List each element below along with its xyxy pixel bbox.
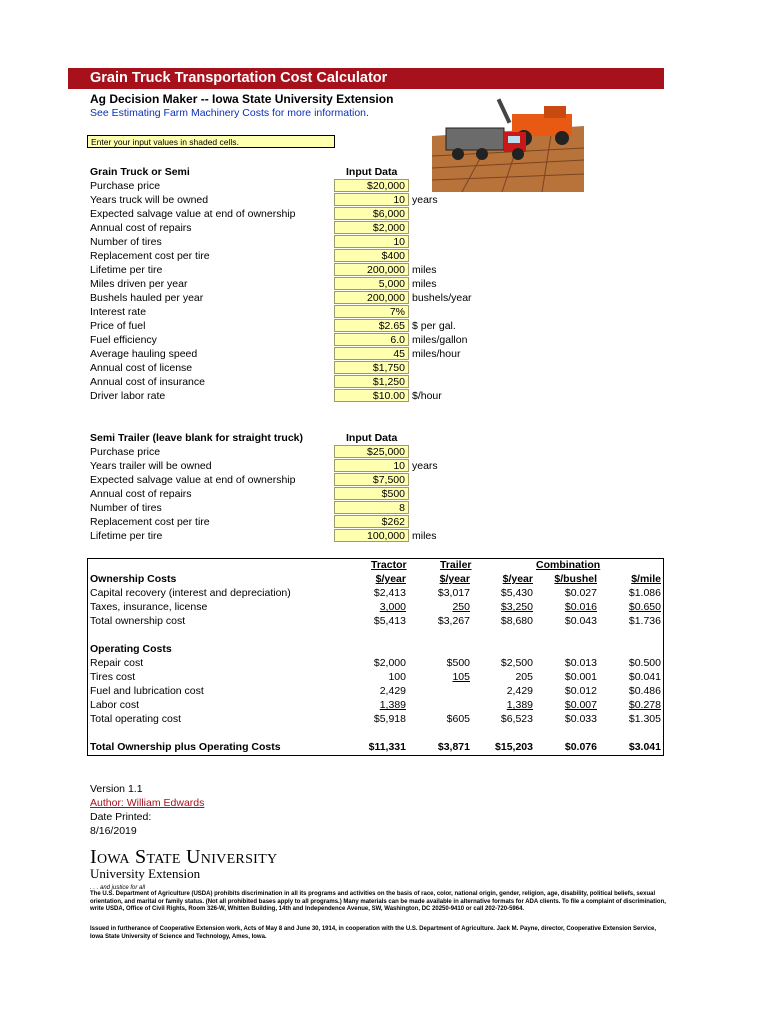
result-cell-year: 2,429 [506, 685, 533, 697]
truck-input-cell[interactable]: 45 [334, 347, 409, 360]
truck-label: Miles driven per year [90, 278, 188, 290]
date-printed-value: 8/16/2019 [90, 825, 137, 837]
truck-input-cell[interactable]: $6,000 [334, 207, 409, 220]
truck-label: Annual cost of insurance [90, 376, 205, 388]
trailer-label: Number of tires [90, 502, 162, 514]
input-instructions: Enter your input values in shaded cells. [87, 135, 335, 148]
trailer-input-cell[interactable]: 10 [334, 459, 409, 472]
result-cell-bushel: $0.027 [564, 587, 597, 599]
truck-label: Average hauling speed [90, 348, 198, 360]
truck-label: Purchase price [90, 180, 161, 192]
truck-label: Replacement cost per tire [90, 250, 210, 262]
truck-unit: miles [412, 264, 437, 276]
truck-input-cell[interactable]: 200,000 [334, 291, 409, 304]
truck-input-cell[interactable]: $1,250 [334, 375, 409, 388]
truck-unit: years [412, 194, 438, 206]
title-bar [68, 68, 664, 89]
result-cell-bushel: $0.043 [564, 615, 597, 627]
trailer-label: Purchase price [90, 446, 161, 458]
result-cell-trailer: $500 [446, 657, 470, 669]
extension-notice: Issued in furtherance of Cooperative Extension work, Acts of May 8 and June 30, 1914, in cooperation with the U.S. Department of Agriculture. Jack M. Payne, director, Cooperative Extension Service, Iowa State University of Science and Technology, Ames, Iowa. [90, 926, 657, 940]
result-cell-tractor: 100 [388, 671, 406, 683]
result-cell-tractor: 3,000 [379, 601, 406, 613]
trailer-group-header: Trailer [440, 559, 472, 571]
truck-input-cell[interactable]: 10 [334, 235, 409, 248]
result-cell-mile: $1.736 [628, 615, 661, 627]
truck-label: Number of tires [90, 236, 162, 248]
result-cell-mile: $0.650 [628, 601, 661, 613]
result-cell-mile: $0.278 [628, 699, 661, 711]
truck-label: Price of fuel [90, 320, 146, 332]
author-link[interactable]: Author: William Edwards [90, 797, 205, 809]
result-cell-year: $3,250 [500, 601, 533, 613]
combine-truck-illustration [432, 96, 584, 192]
result-cell-bushel: $0.076 [564, 741, 597, 753]
result-cell-tractor: $11,331 [368, 741, 406, 753]
truck-input-cell[interactable]: $2.65 [334, 319, 409, 332]
isu-extension: University Extension [90, 866, 201, 881]
result-cell-tractor: 1,389 [379, 699, 406, 711]
result-cell-bushel: $0.033 [564, 713, 597, 725]
result-row-label: Labor cost [90, 699, 140, 711]
usda-disclaimer: The U.S. Department of Agriculture (USDA) prohibits discrimination in all its programs and activities on the basis of race, color, national origin, gender, religion, age, disability, political beliefs, sexual orientation, and marital or family status. (Not all prohibited bases apply to all programs.) Many materials can be made available in alternative formats for ADA clients. To file a complaint of discrimination, write USDA, Office of Civil Rights, Room 326-W, Whitten Building, 14th and Independence Avenue, SW, Washington, DC 20250-9410 or call 202-720-5964. [90, 891, 666, 912]
result-cell-bushel: $0.016 [564, 601, 597, 613]
result-cell-tractor: $5,918 [373, 713, 406, 725]
isu-name: Iowa State University [90, 846, 278, 868]
result-row-label: Fuel and lubrication cost [90, 685, 204, 697]
version-label: Version 1.1 [90, 783, 143, 795]
trailer-input-cell[interactable]: 100,000 [334, 529, 409, 542]
operating-costs-heading: Operating Costs [90, 643, 172, 655]
truck-input-cell[interactable]: 6.0 [334, 333, 409, 346]
truck-label: Years truck will be owned [90, 194, 209, 206]
result-cell-bushel: $0.013 [564, 657, 597, 669]
truck-input-cell[interactable]: $20,000 [334, 179, 409, 192]
result-row-label: Capital recovery (interest and depreciation) [90, 587, 291, 599]
trailer-unit: miles [412, 530, 437, 542]
result-cell-year: $8,680 [500, 615, 533, 627]
trailer-input-cell[interactable]: $262 [334, 515, 409, 528]
trailer-input-header: Input Data [346, 432, 398, 444]
truck-unit: bushels/year [412, 292, 472, 304]
result-cell-bushel: $0.007 [564, 699, 597, 711]
truck-input-cell[interactable]: 200,000 [334, 263, 409, 276]
col-header-comb-year: $/year [502, 573, 533, 585]
result-row-label: Total ownership cost [90, 615, 186, 627]
result-cell-year: $6,523 [500, 713, 533, 725]
truck-input-cell[interactable]: 5,000 [334, 277, 409, 290]
result-cell-trailer: 105 [452, 671, 470, 683]
result-cell-trailer: $605 [446, 713, 470, 725]
result-cell-trailer: $3,871 [437, 741, 470, 753]
result-cell-mile: $0.486 [628, 685, 661, 697]
col-header-comb-mile: $/mile [631, 573, 661, 585]
truck-label: Expected salvage value at end of ownership [90, 208, 296, 220]
trailer-input-cell[interactable]: $500 [334, 487, 409, 500]
result-cell-trailer: $3,267 [437, 615, 470, 627]
result-row-label: Taxes, insurance, license [90, 601, 208, 613]
trailer-input-cell[interactable]: $25,000 [334, 445, 409, 458]
result-cell-mile: $1.086 [628, 587, 661, 599]
truck-label: Annual cost of repairs [90, 222, 192, 234]
machinery-costs-link[interactable]: See Estimating Farm Machinery Costs for more information. [90, 107, 369, 119]
result-cell-mile: $0.041 [628, 671, 661, 683]
result-cell-tractor: 2,429 [379, 685, 406, 697]
trailer-unit: years [412, 460, 438, 472]
trailer-section-heading: Semi Trailer (leave blank for straight truck) [90, 432, 303, 444]
truck-label: Lifetime per tire [90, 264, 163, 276]
result-row-label: Total operating cost [90, 713, 182, 725]
col-header-tractor: $/year [375, 573, 406, 585]
tractor-group-header: Tractor [371, 559, 407, 571]
col-header-trailer: $/year [439, 573, 470, 585]
trailer-label: Lifetime per tire [90, 530, 163, 542]
truck-input-cell[interactable]: 10 [334, 193, 409, 206]
truck-label: Driver labor rate [90, 390, 166, 402]
justice-tagline: . . . and justice for all [90, 885, 146, 891]
result-cell-year: $2,500 [500, 657, 533, 669]
truck-unit: $/hour [412, 390, 442, 402]
result-row-label: Tires cost [90, 671, 136, 683]
date-printed-label: Date Printed: [90, 811, 152, 823]
page-title: Grain Truck Transportation Cost Calculator [90, 70, 388, 86]
col-header-comb-bushel: $/bushel [554, 573, 597, 585]
truck-unit: $ per gal. [412, 320, 456, 332]
trailer-label: Years trailer will be owned [90, 460, 212, 472]
ownership-costs-heading: Ownership Costs [90, 573, 177, 585]
truck-input-cell[interactable]: $1,750 [334, 361, 409, 374]
trailer-input-cell[interactable]: $7,500 [334, 473, 409, 486]
subtitle: Ag Decision Maker -- Iowa State University Extension [90, 92, 394, 106]
truck-label: Fuel efficiency [90, 334, 157, 346]
trailer-label: Annual cost of repairs [90, 488, 192, 500]
truck-label: Interest rate [90, 306, 147, 318]
truck-section-heading: Grain Truck or Semi [90, 166, 190, 178]
result-cell-tractor: $2,413 [373, 587, 406, 599]
result-cell-year: $5,430 [500, 587, 533, 599]
truck-input-cell[interactable]: 7% [334, 305, 409, 318]
result-cell-tractor: $2,000 [373, 657, 406, 669]
truck-input-header: Input Data [346, 166, 398, 178]
truck-unit: miles/gallon [412, 334, 468, 346]
truck-input-cell[interactable]: $400 [334, 249, 409, 262]
truck-input-cell[interactable]: $2,000 [334, 221, 409, 234]
trailer-label: Expected salvage value at end of ownership [90, 474, 296, 486]
result-cell-bushel: $0.012 [564, 685, 597, 697]
result-cell-trailer: $3,017 [437, 587, 470, 599]
result-cell-year: 205 [515, 671, 533, 683]
truck-input-cell[interactable]: $10.00 [334, 389, 409, 402]
result-row-label: Total Ownership plus Operating Costs [90, 741, 281, 753]
combination-group-header: Combination [536, 559, 601, 571]
result-cell-bushel: $0.001 [564, 671, 597, 683]
result-row-label: Repair cost [90, 657, 144, 669]
result-cell-mile: $0.500 [628, 657, 661, 669]
result-cell-trailer: 250 [452, 601, 470, 613]
trailer-input-cell[interactable]: 8 [334, 501, 409, 514]
result-cell-year: $15,203 [495, 741, 533, 753]
result-cell-tractor: $5,413 [373, 615, 406, 627]
truck-unit: miles [412, 278, 437, 290]
truck-unit: miles/hour [412, 348, 461, 360]
trailer-label: Replacement cost per tire [90, 516, 210, 528]
truck-label: Bushels hauled per year [90, 292, 204, 304]
result-cell-mile: $3.041 [628, 741, 661, 753]
truck-label: Annual cost of license [90, 362, 193, 374]
result-cell-mile: $1.305 [628, 713, 661, 725]
result-cell-year: 1,389 [506, 699, 533, 711]
